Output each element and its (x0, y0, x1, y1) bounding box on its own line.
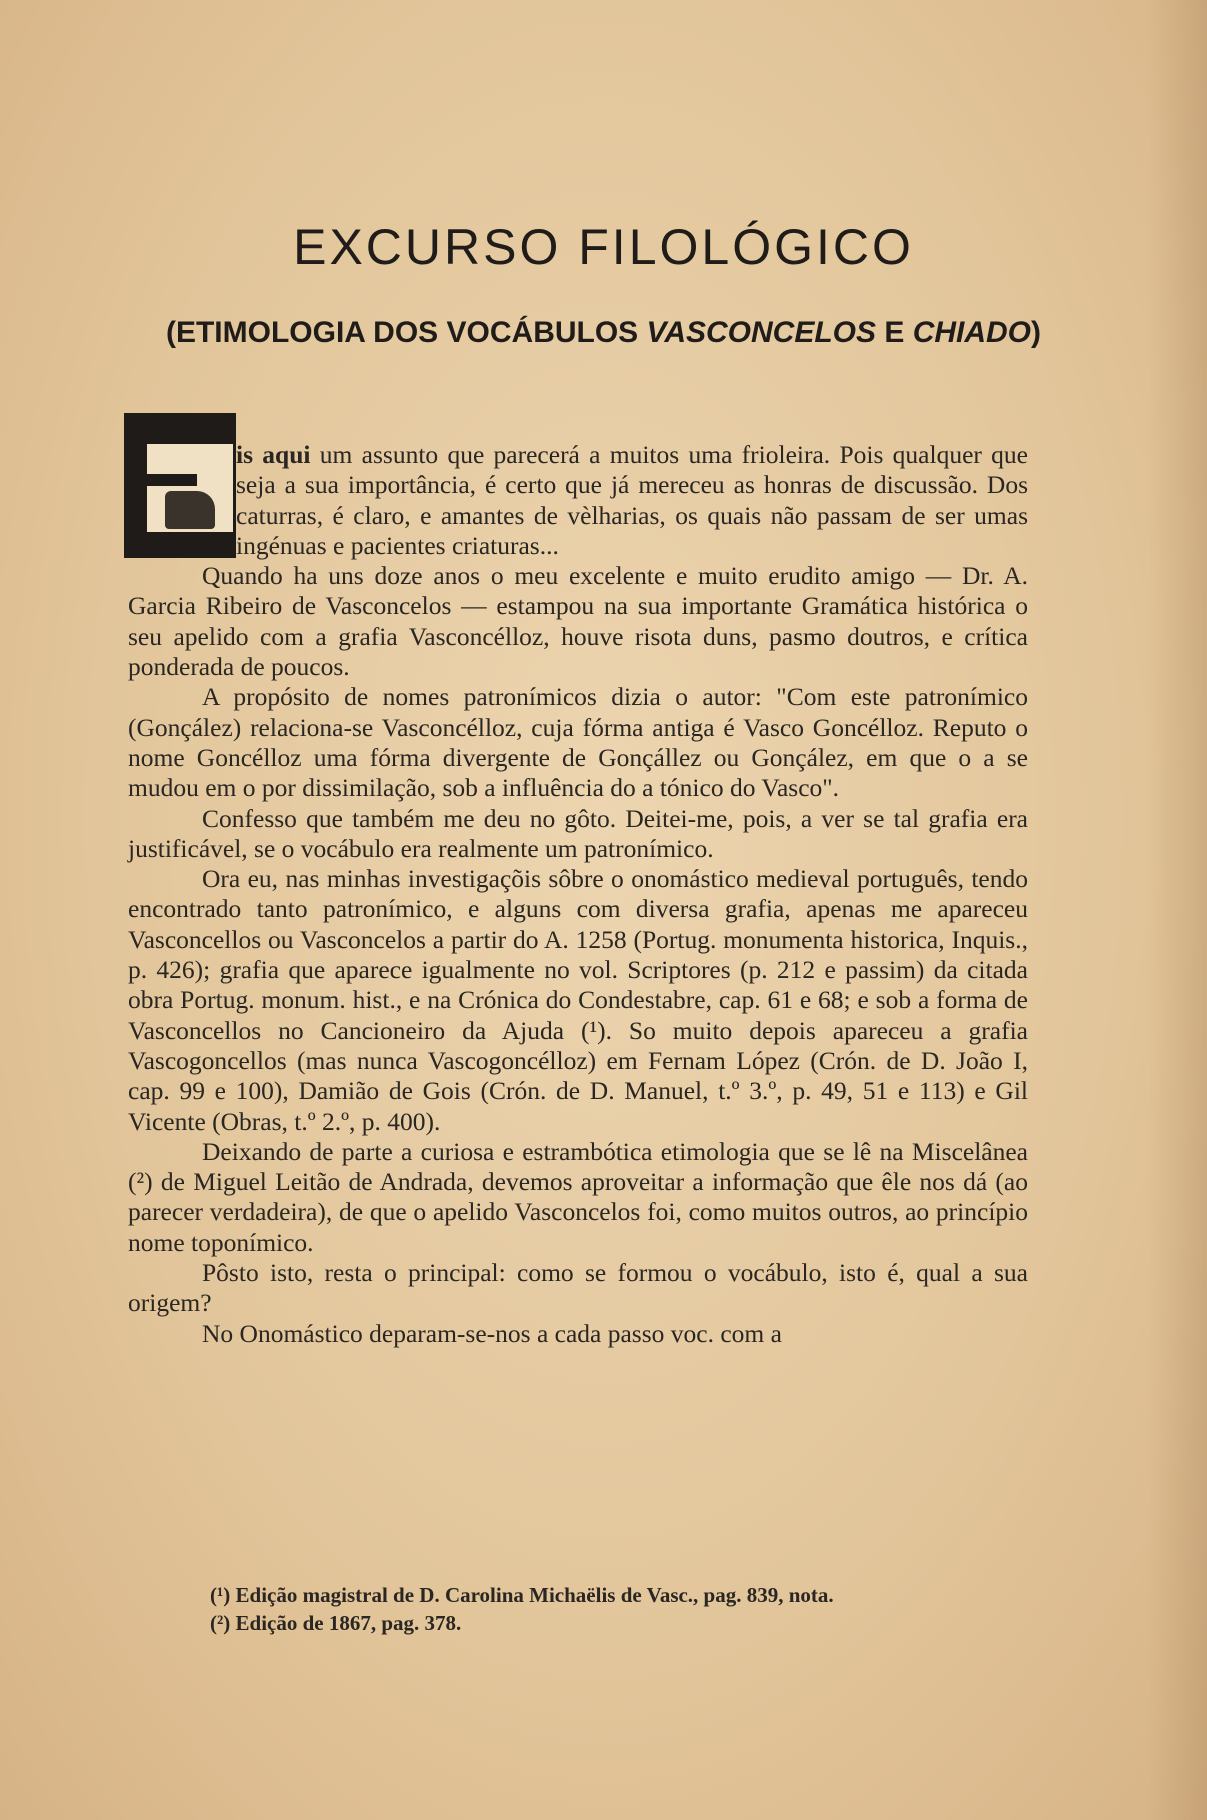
paragraph-1 (236, 440, 1028, 561)
subtitle-word-chiado: CHIADO (912, 316, 1032, 349)
page-subtitle (0, 316, 1207, 350)
paragraph-5: Ora eu, nas minhas investigaçõis sôbre o onomástico medieval português, tendo encontrado tanto patronímico, e alguns com diversa grafia, apenas me apareceu Vasconcellos ou Vasconcelos a partir do A. 1258 (Portug. monumenta historica, Inquis., p. 426); grafia que aparece igualmente no vol. Scriptores (p. 212 e passim) da citada obra Portug. monum. hist., e na Crónica do Condestabre, cap. 61 e 68; e sob a forma de Vasconcellos no Cancioneiro da Ajuda (¹). So muito depois apareceu a grafia Vascogoncellos (mas nunca Vascogoncélloz) em Fernam López (Crón. de D. João I, cap. 99 e 100), Damião de Gois (Crón. de D. Manuel, t.º 3.º, p. 49, 51 e 113) e Gil Vicente (Obras, t.º 2.º, p. 400). (128, 864, 1028, 1136)
paragraph-1-text: um assunto que parecerá a muitos uma frioleira. Pois qualquer que seja a sua importância, é certo que já mereceu as honras de discussão. Dos caturras, é claro, e amantes de vèlharias, os quais não passam de ser umas ingénuas e pacientes criaturas... (236, 440, 1028, 560)
paragraph-7: Pôsto isto, resta o principal: como se formou o vocábulo, isto é, qual a sua origem? (128, 1258, 1028, 1318)
paragraph-6: Deixando de parte a curiosa e estrambótica etimologia que se lê na Miscelânea (²) de Miguel Leitão de Andrada, devemos aproveitar a informação que êle nos dá (ao parecer verdadeira), de que o apelido Vasconcelos foi, como muitos outros, ao princípio nome toponímico. (128, 1136, 1028, 1257)
subtitle-mid: E (876, 316, 913, 349)
footnotes (210, 1581, 1010, 1637)
paragraph-3: A propósito de nomes patronímicos dizia o autor: "Com este patronímico (Gonçález) relaciona-se Vasconcélloz, cuja fórma antiga é Vasco Goncélloz. Reputo o nome Goncélloz uma fórma divergente de Gonçállez ou Gonçález, em que o a se mudou em o por dissimilação, sob a influência do a tónico do Vasco". (128, 682, 1028, 803)
footnote-2: (²) Edição de 1867, pag. 378. (210, 1611, 462, 1635)
page-title: EXCURSO FILOLÓGICO (293, 219, 914, 275)
body-text (128, 440, 1028, 1349)
paragraph-4: Confesso que também me deu no gôto. Deitei-me, pois, a ver se tal grafia era justificável, se o vocábulo era realmente um patronímico. (128, 803, 1028, 863)
paragraph-2: Quando ha uns doze anos o meu excelente e muito erudito amigo — Dr. A. Garcia Ribeiro de Vasconcelos — estampou na sua importante Gramática histórica o seu apelido com a grafia Vasconcélloz, houve risota duns, pasmo doutros, e crítica ponderada de poucos. (128, 561, 1028, 682)
paragraph-1-lead: is aqui (236, 440, 311, 469)
subtitle-open: (ETIMOLOGIA DOS VOCÁBULOS (165, 316, 647, 349)
paragraph-8: No Onomástico deparam-se-nos a cada passo voc. com a (202, 1318, 782, 1348)
subtitle-word-vasconcelos: VASCONCELOS (646, 316, 876, 349)
subtitle-close: ) (1031, 316, 1042, 349)
footnote-1: (¹) Edição magistral de D. Carolina Michaëlis de Vasc., pag. 839, nota. (210, 1583, 834, 1607)
